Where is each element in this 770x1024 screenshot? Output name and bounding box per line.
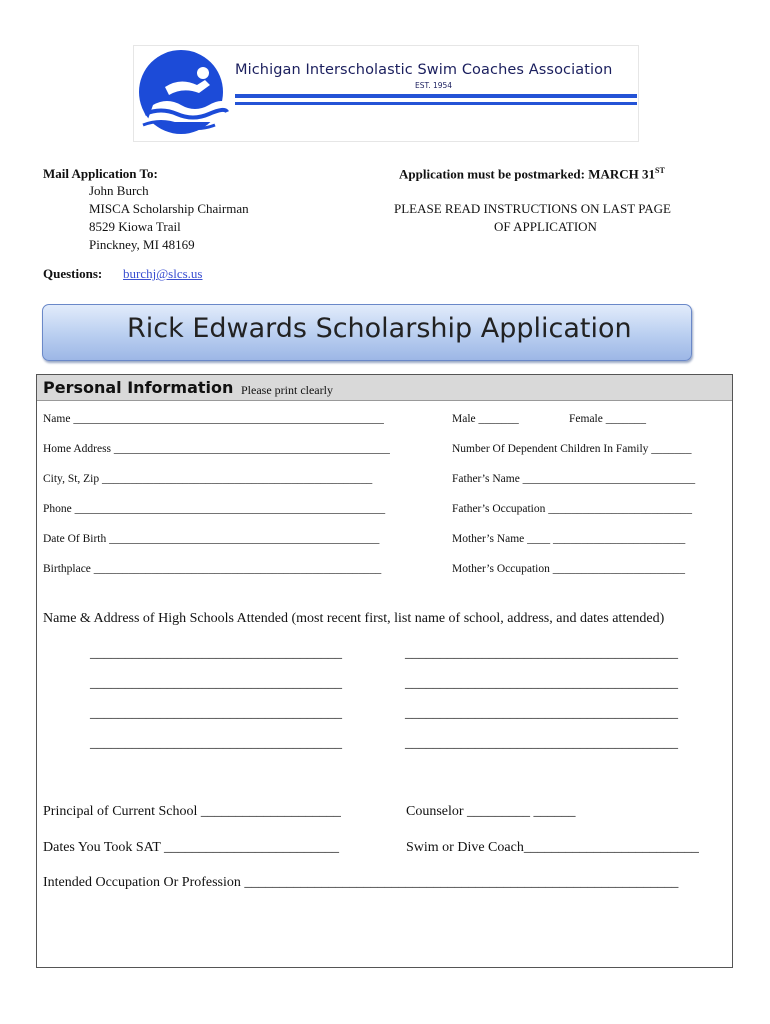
mail-city: Pinckney, MI 48169: [89, 237, 195, 252]
logo-est: EST. 1954: [415, 81, 453, 90]
coach-field[interactable]: Swim or Dive Coach_________________________: [406, 840, 699, 855]
male-field[interactable]: Male _______: [452, 413, 519, 425]
swimmer-logo-icon: [135, 47, 230, 139]
deadline-sup: ST: [655, 166, 665, 175]
questions-email-link[interactable]: burchj@slcs.us: [123, 266, 203, 281]
section-heading: Personal Information: [43, 378, 234, 397]
mail-role: MISCA Scholarship Chairman: [89, 201, 249, 216]
father-name-field[interactable]: Father’s Name ______________________________: [452, 473, 696, 485]
sat-dates-field[interactable]: Dates You Took SAT _________________________: [43, 840, 340, 855]
school-blank-right[interactable]: _______________________________________: [405, 646, 678, 661]
mother-name-field[interactable]: Mother’s Name ____ _______________________: [452, 533, 686, 545]
school-blank-right[interactable]: _______________________________________: [405, 736, 678, 751]
mail-name: John Burch: [89, 183, 149, 198]
title-banner: [42, 304, 692, 361]
mail-street: 8529 Kiowa Trail: [89, 219, 181, 234]
dob-field[interactable]: Date Of Birth _______________________________________________: [43, 533, 380, 545]
section-note: Please print clearly: [241, 383, 333, 397]
school-blank-right[interactable]: _______________________________________: [405, 706, 678, 721]
instructions-line-2: OF APPLICATION: [494, 219, 597, 234]
school-blank-left[interactable]: ____________________________________: [90, 646, 342, 661]
mail-label: Mail Application To:: [43, 166, 158, 181]
principal-field[interactable]: Principal of Current School ____________________: [43, 804, 341, 819]
school-blank-right[interactable]: _______________________________________: [405, 676, 678, 691]
home-address-field[interactable]: Home Address ________________________________________________: [43, 443, 390, 455]
female-field[interactable]: Female _______: [569, 413, 646, 425]
form-title: Rick Edwards Scholarship Application: [127, 313, 632, 344]
logo-rule: [235, 102, 637, 105]
questions-label: Questions:: [43, 266, 103, 281]
dependents-field[interactable]: Number Of Dependent Children In Family _______: [452, 443, 692, 455]
phone-field[interactable]: Phone ______________________________________________________: [43, 503, 386, 515]
deadline-text: Application must be postmarked: MARCH 31ST: [399, 166, 665, 182]
schools-label: Name & Address of High Schools Attended (most recent first, list name of school, address, and dates attended): [43, 611, 665, 626]
school-blank-left[interactable]: ____________________________________: [90, 706, 342, 721]
father-occupation-field[interactable]: Father’s Occupation _________________________: [452, 503, 692, 515]
name-field[interactable]: Name ______________________________________________________: [43, 413, 384, 425]
logo-title: Michigan Interscholastic Swim Coaches Association: [235, 62, 613, 78]
mother-occupation-field[interactable]: Mother’s Occupation _______________________: [452, 563, 685, 575]
occupation-field[interactable]: Intended Occupation Or Profession ______________________________________________________________: [43, 875, 679, 890]
city-field[interactable]: City, St, Zip _______________________________________________: [43, 473, 373, 485]
logo-rule: [235, 94, 637, 98]
instructions-line-1: PLEASE READ INSTRUCTIONS ON LAST PAGE: [394, 201, 671, 216]
school-blank-left[interactable]: ____________________________________: [90, 676, 342, 691]
birthplace-field[interactable]: Birthplace __________________________________________________: [43, 563, 382, 575]
counselor-field[interactable]: Counselor _________ ______: [406, 804, 576, 819]
school-blank-left[interactable]: ____________________________________: [90, 736, 342, 751]
